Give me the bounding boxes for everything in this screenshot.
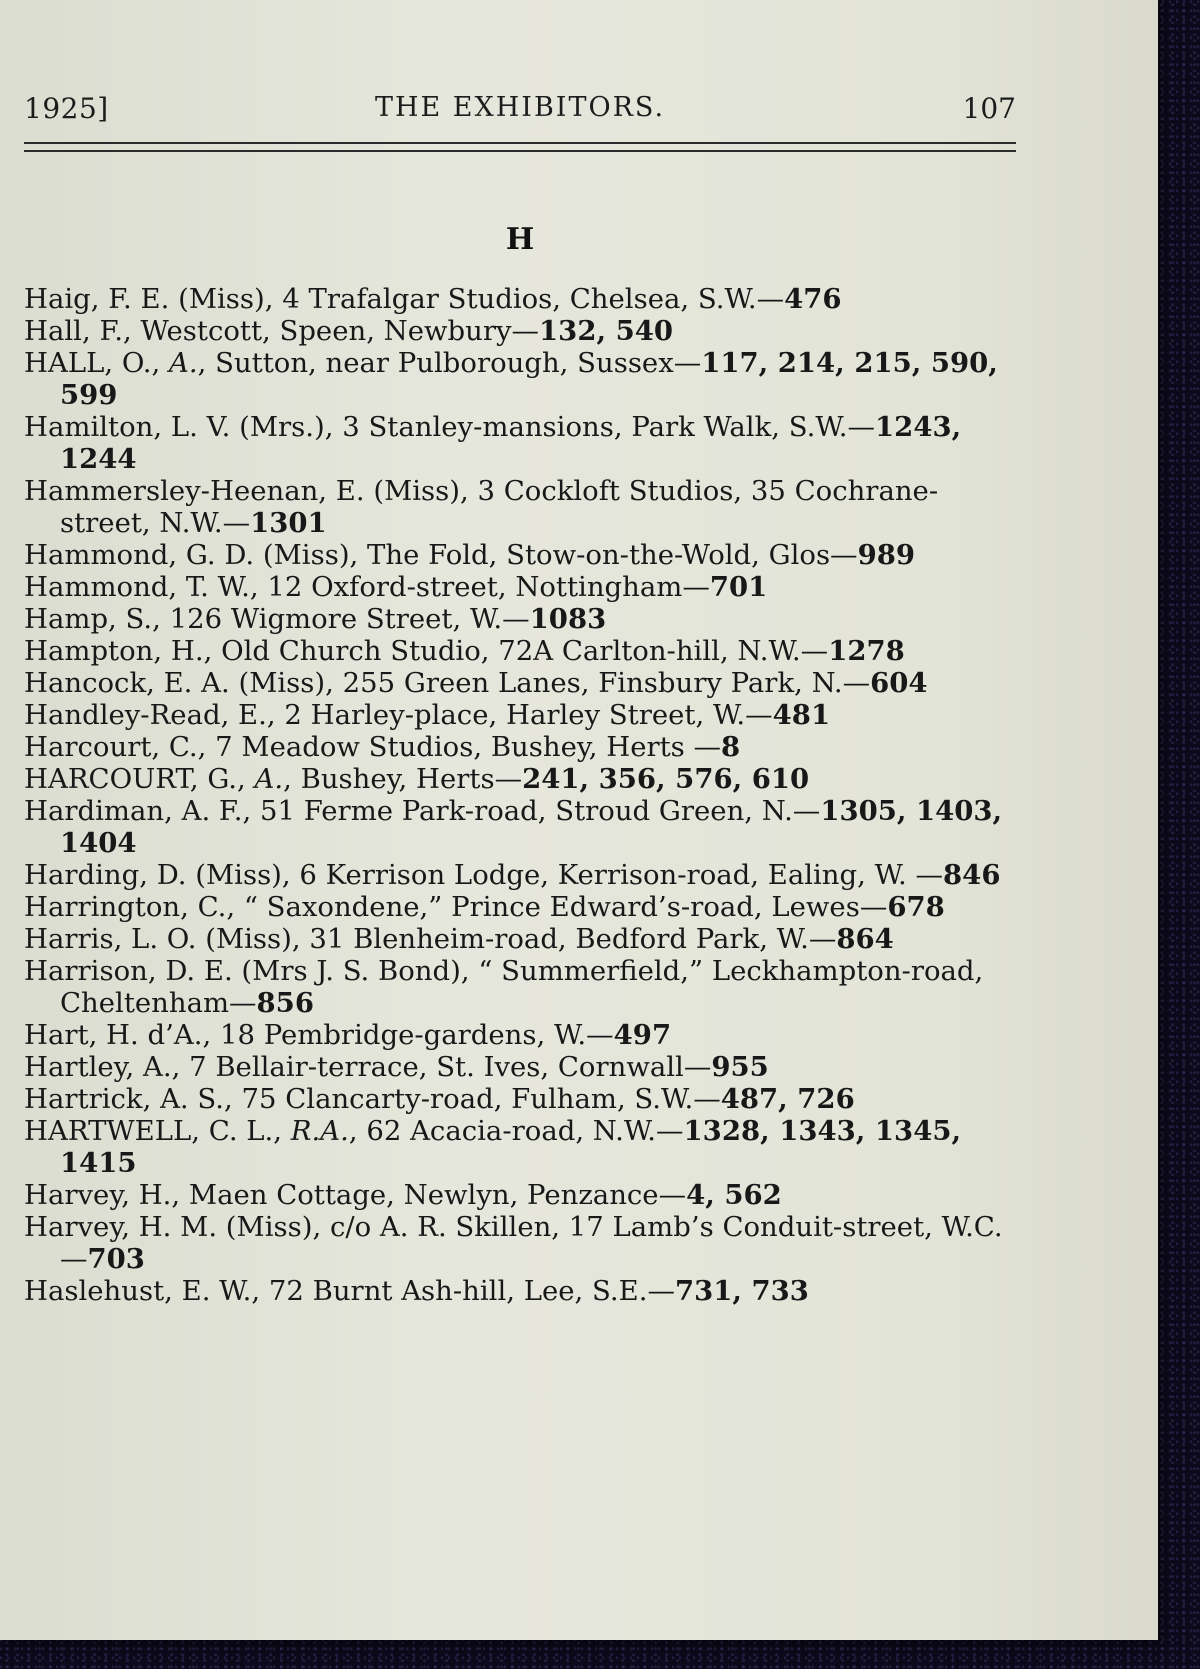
exhibitor-address: “ Saxondene,” Prince Edward’s-road, Lewes— [243,891,888,923]
exhibit-numbers: 132, 540 [539,315,674,347]
exhibitor-name: Harrington, C., [24,891,236,923]
exhibitor-name: Haslehust, E. W., [24,1275,261,1307]
exhibit-numbers: 497 [613,1019,672,1051]
exhibitor-entry [24,411,1024,475]
exhibitor-address: “ Summerfield,” Leckhampton-road, Cheltenham— [60,955,993,1019]
exhibitor-name: HALL, O., [24,347,170,379]
exhibitor-address: 12 Oxford-street, Nottingham— [267,571,710,603]
exhibit-numbers: 955 [711,1051,769,1083]
exhibit-numbers: 678 [887,891,945,923]
exhibitor-address: 75 Clancarty-road, Fulham, S.W.— [241,1083,721,1115]
exhibitor-entry [24,315,1024,347]
exhibit-numbers: 703 [87,1243,145,1275]
exhibitor-address: , Sutton, near Pulborough, Sussex— [197,347,702,379]
exhibitor-name: Hardiman, A. F., [24,795,252,827]
exhibit-numbers: 701 [709,571,768,603]
exhibit-numbers: 481 [772,699,831,731]
exhibitor-entry [24,795,1024,859]
section-letter: H [505,222,535,257]
exhibitor-name: Haig, F. E. (Miss), [24,283,274,315]
exhibitor-entry [24,1051,1024,1083]
exhibitor-address: 3 Cockloft Studios, 35 Cochrane-street, N.W.— [60,475,939,539]
exhibitor-name: Hancock, E. A. (Miss), [24,667,334,699]
exhibitor-entry [24,1211,1024,1275]
exhibitor-address: 7 Bellair-terrace, St. Ives, Cornwall— [189,1051,712,1083]
exhibitor-entry [24,475,1024,539]
exhibit-numbers: 846 [943,859,1001,891]
exhibitor-address: 4 Trafalgar Studios, Chelsea, S.W.— [282,283,785,315]
exhibitor-name: Harvey, H., [24,1179,181,1211]
exhibitor-name: Hamp, S., [24,603,161,635]
exhibitor-address: c/o A. R. Skillen, 17 Lamb’s Conduit-street, W.C.— [60,1211,1003,1275]
exhibitor-rank: A. [169,347,198,379]
exhibitor-name: HARTWELL, C. L., [24,1115,291,1147]
exhibitor-entry [24,923,1024,955]
exhibitor-entry [24,347,1024,411]
exhibit-numbers: 487, 726 [720,1083,855,1115]
exhibitor-entry [24,955,1024,1019]
exhibitor-entry [24,283,1024,315]
exhibitor-list [24,283,1024,1307]
exhibitor-address: Old Church Studio, 72A Carlton-hill, N.W.— [221,635,829,667]
exhibit-numbers: 1243, 1244 [60,411,971,475]
exhibitor-entry [24,1115,1024,1179]
exhibitor-address: 7 Meadow Studios, Bushey, Herts — [215,731,722,763]
exhibitor-name: Hammersley-Heenan, E. (Miss), [24,475,469,507]
header-year: 1925] [24,92,109,125]
exhibitor-entry [24,539,1024,571]
exhibitor-entry [24,1179,1024,1211]
exhibit-numbers: 856 [256,987,314,1019]
exhibitor-entry [24,731,1024,763]
exhibit-numbers: 604 [870,667,928,699]
exhibitor-address: 2 Harley-place, Harley Street, W.— [284,699,773,731]
exhibitor-entry [24,699,1024,731]
exhibit-numbers: 241, 356, 576, 610 [522,763,810,795]
exhibit-numbers: 1305, 1403, 1404 [60,795,1012,859]
exhibitor-name: Hammond, G. D. (Miss), [24,539,359,571]
exhibitor-address: 126 Wigmore Street, W.— [169,603,530,635]
exhibitor-name: Harcourt, C., [24,731,207,763]
exhibitor-address: 31 Blenheim-road, Bedford Park, W.— [309,923,837,955]
exhibitor-entry [24,603,1024,635]
exhibitor-address: Maen Cottage, Newlyn, Penzance— [188,1179,687,1211]
exhibitor-name: Harrison, D. E. (Mrs J. S. Bond), [24,955,470,987]
exhibitor-address: 51 Ferme Park-road, Stroud Green, N.— [259,795,821,827]
exhibitor-address: , Bushey, Herts— [283,763,523,795]
exhibitor-name: Harding, D. (Miss), [24,859,291,891]
header-title: THE EXHIBITORS. [374,92,666,123]
exhibitor-address: 3 Stanley-mansions, Park Walk, S.W.— [342,411,876,443]
exhibitor-name: Hartley, A., [24,1051,181,1083]
exhibit-numbers: 1083 [529,603,607,635]
exhibitor-address: 255 Green Lanes, Finsbury Park, N.— [342,667,871,699]
exhibitor-entry [24,859,1024,891]
exhibitor-entry [24,1019,1024,1051]
exhibitor-entry [24,1083,1024,1115]
exhibit-numbers: 731, 733 [674,1275,809,1307]
exhibitor-name: Hart, H. d’A., [24,1019,212,1051]
header-rule-bottom [24,150,1016,152]
exhibitor-name: Hall, F., [24,315,132,347]
exhibit-numbers: 1278 [828,635,905,667]
header-rule-top [24,142,1016,144]
page-number: 107 [962,92,1016,125]
exhibitor-entry [24,891,1024,923]
exhibitor-name: Hartrick, A. S., [24,1083,233,1115]
exhibitor-entry [24,571,1024,603]
exhibit-numbers: 989 [857,539,915,571]
exhibitor-address: The Fold, Stow-on-the-Wold, Glos— [367,539,858,571]
exhibitor-address: Westcott, Speen, Newbury— [140,315,540,347]
exhibit-numbers: 1301 [250,507,327,539]
exhibitor-entry [24,763,1024,795]
exhibitor-rank: A. [254,763,284,795]
exhibitor-name: Handley-Read, E., [24,699,276,731]
exhibitor-address: , 62 Acacia-road, N.W.— [348,1115,684,1147]
exhibitor-entry [24,1275,1024,1307]
exhibitor-entry [24,667,1024,699]
running-head [24,92,1016,132]
exhibit-numbers: 117, 214, 215, 590, 599 [60,347,1008,411]
exhibitor-name: Hammond, T. W., [24,571,259,603]
exhibitor-entry [24,635,1024,667]
exhibitor-name: HARCOURT, G., [24,763,255,795]
exhibit-numbers: 4, 562 [686,1179,782,1211]
exhibitor-address: 72 Burnt Ash-hill, Lee, S.E.— [268,1275,675,1307]
exhibitor-name: Harvey, H. M. (Miss), [24,1211,322,1243]
exhibit-numbers: 864 [836,923,894,955]
exhibitor-address: 18 Pembridge-gardens, W.— [219,1019,614,1051]
exhibitor-name: Hamilton, L. V. (Mrs.), [24,411,334,443]
exhibitor-address: 6 Kerrison Lodge, Kerrison-road, Ealing, W. — [299,859,944,891]
exhibit-numbers: 8 [721,731,741,763]
exhibitor-rank: R.A. [290,1115,349,1147]
exhibitor-name: Hampton, H., [24,635,213,667]
exhibit-numbers: 476 [784,283,842,315]
exhibit-numbers: 1328, 1343, 1345, 1415 [60,1115,971,1179]
exhibitor-name: Harris, L. O. (Miss), [24,923,301,955]
